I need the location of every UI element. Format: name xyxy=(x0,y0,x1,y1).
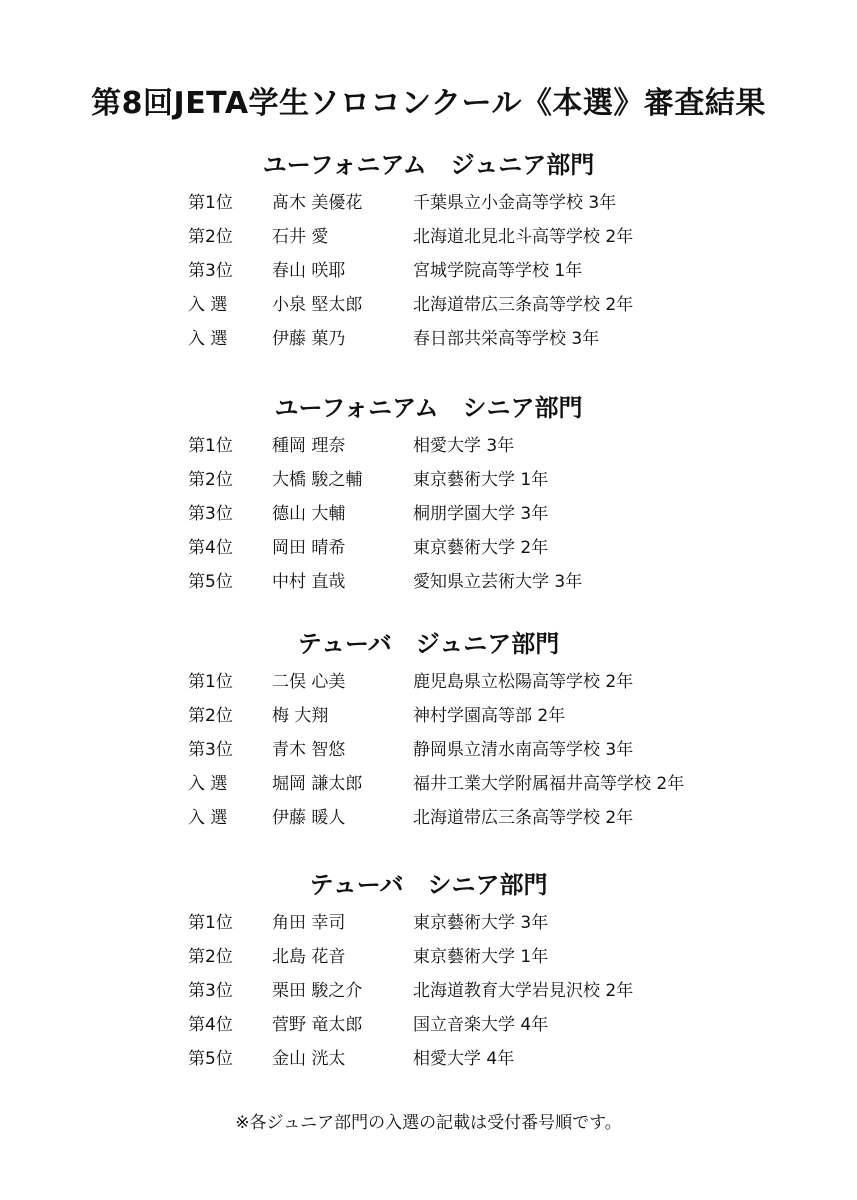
rank-label: 入 選 xyxy=(188,808,228,828)
rank-label: 第1位 xyxy=(188,672,233,692)
school-grade: 東京藝術大学 1年 xyxy=(413,470,549,490)
rank-label: 第2位 xyxy=(188,470,233,490)
section-tuba-senior xyxy=(0,868,857,1076)
rank-label: 第4位 xyxy=(188,538,233,558)
school-grade: 北海道教育大学岩見沢校 2年 xyxy=(413,981,634,1001)
result-row xyxy=(0,186,857,220)
result-row xyxy=(0,699,857,733)
contestant-name: 栗田 駿之介 xyxy=(272,981,363,1001)
contestant-name: 青木 智悠 xyxy=(272,740,346,760)
section-euphonium-junior xyxy=(0,148,857,356)
school-grade: 福井工業大学附属福井高等学校 2年 xyxy=(413,774,685,794)
result-row xyxy=(0,974,857,1008)
section-euphonium-senior xyxy=(0,391,857,599)
contestant-name: 髙木 美優花 xyxy=(272,193,363,213)
page-title: 第8回JETA学生ソロコンクール《本選》審査結果 xyxy=(91,86,766,121)
school-grade: 北海道帯広三条高等学校 2年 xyxy=(413,295,634,315)
result-row xyxy=(0,801,857,835)
rank-label: 第2位 xyxy=(188,947,233,967)
rank-label: 第5位 xyxy=(188,1049,233,1069)
contestant-name: 種岡 理奈 xyxy=(272,436,346,456)
school-grade: 静岡県立清水南高等学校 3年 xyxy=(413,740,634,760)
result-row xyxy=(0,940,857,974)
result-row xyxy=(0,665,857,699)
rank-label: 第2位 xyxy=(188,227,233,247)
contestant-name: 二俣 心美 xyxy=(272,672,346,692)
section-heading: ユーフォニアム シニア部門 xyxy=(274,394,583,422)
rank-label: 入 選 xyxy=(188,295,228,315)
result-row xyxy=(0,733,857,767)
result-row xyxy=(0,220,857,254)
rank-label: 第5位 xyxy=(188,572,233,592)
contestant-name: 大橋 駿之輔 xyxy=(272,470,363,490)
rank-label: 第3位 xyxy=(188,740,233,760)
contestant-name: 菅野 竜太郎 xyxy=(272,1015,363,1035)
result-row xyxy=(0,767,857,801)
rank-label: 第1位 xyxy=(188,913,233,933)
contestant-name: 伊藤 暖人 xyxy=(272,808,346,828)
school-grade: 東京藝術大学 1年 xyxy=(413,947,549,967)
rank-label: 第3位 xyxy=(188,504,233,524)
contestant-name: 岡田 晴希 xyxy=(272,538,346,558)
school-grade: 愛知県立芸術大学 3年 xyxy=(413,572,583,592)
result-row xyxy=(0,497,857,531)
result-row xyxy=(0,322,857,356)
school-grade: 千葉県立小金高等学校 3年 xyxy=(413,193,617,213)
contestant-name: 金山 洸太 xyxy=(272,1049,346,1069)
section-heading: テューバ シニア部門 xyxy=(309,871,548,899)
section-heading: テューバ ジュニア部門 xyxy=(297,630,560,658)
rank-label: 第2位 xyxy=(188,706,233,726)
contestant-name: 北島 花音 xyxy=(272,947,346,967)
result-row xyxy=(0,288,857,322)
contestant-name: 堀岡 謙太郎 xyxy=(272,774,363,794)
result-row xyxy=(0,1042,857,1076)
school-grade: 国立音楽大学 4年 xyxy=(413,1015,549,1035)
contestant-name: 春山 咲耶 xyxy=(272,261,346,281)
contestant-name: 德山 大輔 xyxy=(272,504,346,524)
section-tuba-junior xyxy=(0,627,857,835)
contestant-name: 石井 愛 xyxy=(272,227,329,247)
contestant-name: 梅 大翔 xyxy=(272,706,329,726)
section-heading: ユーフォニアム ジュニア部門 xyxy=(262,151,595,179)
school-grade: 東京藝術大学 3年 xyxy=(413,913,549,933)
rank-label: 第4位 xyxy=(188,1015,233,1035)
result-row xyxy=(0,254,857,288)
result-row xyxy=(0,565,857,599)
rank-label: 第3位 xyxy=(188,261,233,281)
result-row xyxy=(0,463,857,497)
rank-label: 入 選 xyxy=(188,774,228,794)
contestant-name: 小泉 堅太郎 xyxy=(272,295,363,315)
rank-label: 第1位 xyxy=(188,193,233,213)
school-grade: 桐朋学園大学 3年 xyxy=(413,504,549,524)
result-row xyxy=(0,906,857,940)
rank-label: 第1位 xyxy=(188,436,233,456)
school-grade: 北海道北見北斗高等学校 2年 xyxy=(413,227,634,247)
result-row xyxy=(0,1008,857,1042)
school-grade: 相愛大学 4年 xyxy=(413,1049,515,1069)
school-grade: 相愛大学 3年 xyxy=(413,436,515,456)
contestant-name: 伊藤 菓乃 xyxy=(272,329,346,349)
contestant-name: 角田 幸司 xyxy=(272,913,346,933)
footnote: ※各ジュニア部門の入選の記載は受付番号順です。 xyxy=(235,1113,622,1133)
result-row xyxy=(0,531,857,565)
rank-label: 入 選 xyxy=(188,329,228,349)
school-grade: 鹿児島県立松陽高等学校 2年 xyxy=(413,672,634,692)
rank-label: 第3位 xyxy=(188,981,233,1001)
school-grade: 春日部共栄高等学校 3年 xyxy=(413,329,600,349)
school-grade: 神村学園高等部 2年 xyxy=(413,706,566,726)
school-grade: 宮城学院高等学校 1年 xyxy=(413,261,583,281)
result-row xyxy=(0,429,857,463)
contestant-name: 中村 直哉 xyxy=(272,572,346,592)
school-grade: 東京藝術大学 2年 xyxy=(413,538,549,558)
school-grade: 北海道帯広三条高等学校 2年 xyxy=(413,808,634,828)
